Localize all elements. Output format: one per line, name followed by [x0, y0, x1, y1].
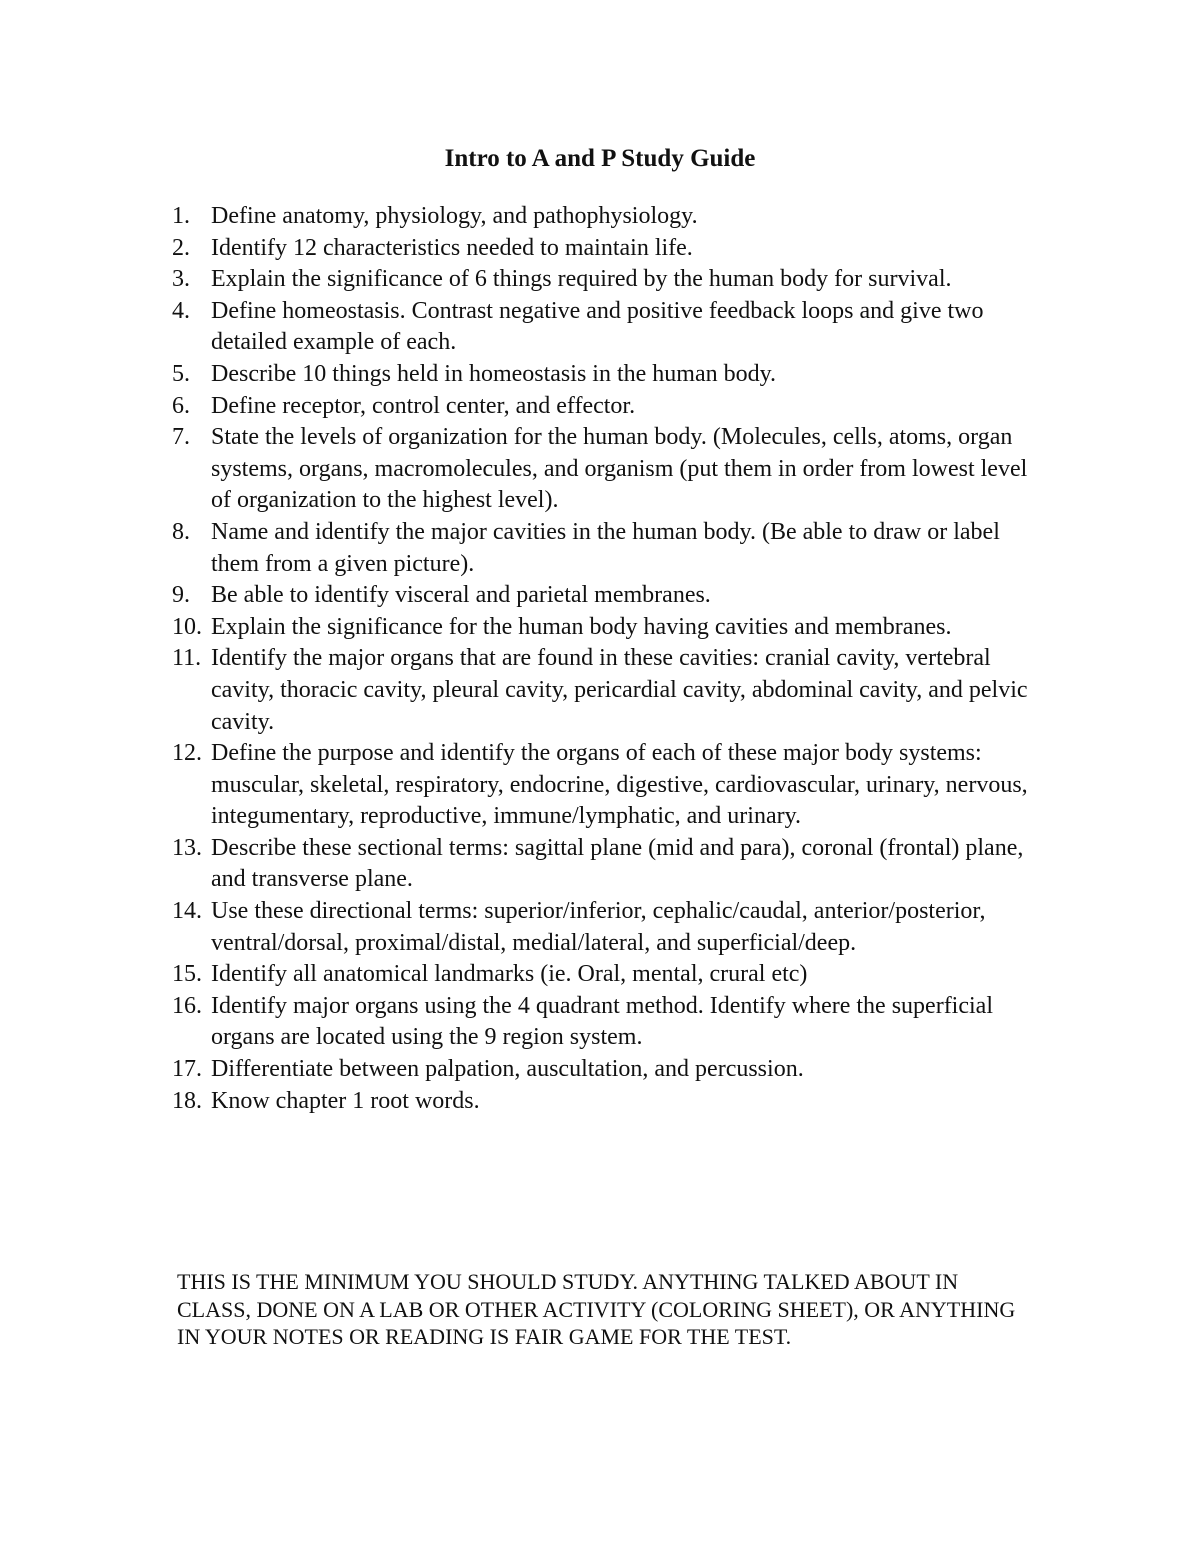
item-number: 8. [172, 518, 190, 545]
minimum-study-notice: THIS IS THE MINIMUM YOU SHOULD STUDY. ANYTHING TALKED ABOUT IN CLASS, DONE ON A LAB OR OTHER ACTIVITY (COLORING SHEET), OR ANYTHING IN YOUR NOTES OR READING IS FAIR GAME FOR THE TEST. [177, 1269, 1016, 1350]
list-item [172, 422, 1032, 517]
list-item [172, 201, 1032, 233]
item-text: Describe these sectional terms: sagittal plane (mid and para), coronal (frontal) plane, and transverse plane. [211, 834, 1024, 893]
item-number: 2. [172, 234, 190, 261]
list-item [172, 1054, 1032, 1086]
item-text: Define homeostasis. Contrast negative and positive feedback loops and give two detailed example of each. [211, 297, 984, 356]
item-number: 13. [172, 834, 202, 861]
list-item [172, 833, 1032, 896]
item-text: Explain the significance for the human body having cavities and membranes. [211, 613, 952, 640]
item-number: 11. [172, 645, 202, 672]
list-item [172, 991, 1032, 1054]
item-text: Define receptor, control center, and effector. [211, 392, 636, 419]
list-item [172, 296, 1032, 359]
item-text: Identify all anatomical landmarks (ie. Oral, mental, crural etc) [211, 961, 808, 988]
list-item [172, 643, 1032, 738]
study-guide-list [172, 201, 1032, 1117]
list-item [172, 1086, 1032, 1118]
item-text: Identify major organs using the 4 quadrant method. Identify where the superficial organs are located using the 9 region system. [211, 992, 993, 1051]
item-text: Define the purpose and identify the organs of each of these major body systems: muscular, skeletal, respiratory, endocrine, digestive, cardiovascular, urinary, nervous, integumentary, reproductive, immune/lymphatic, and urinary. [211, 740, 1028, 830]
item-number: 3. [172, 266, 190, 293]
item-number: 15. [172, 961, 202, 988]
list-item [172, 959, 1032, 991]
list-item [172, 264, 1032, 296]
item-text: Identify the major organs that are found in these cavities: cranial cavity, vertebral cavity, thoracic cavity, pleural cavity, pericardial cavity, abdominal cavity, and pelvic cavity. [211, 645, 1028, 735]
list-item [172, 391, 1032, 423]
item-number: 17. [172, 1056, 202, 1083]
list-item [172, 580, 1032, 612]
item-text: State the levels of organization for the human body. (Molecules, cells, atoms, organ systems, organs, macromolecules, and organism (put them in order from lowest level of organization to the highest level). [211, 424, 1028, 514]
item-text: Differentiate between palpation, auscultation, and percussion. [211, 1056, 804, 1083]
item-number: 18. [172, 1087, 202, 1114]
list-item [172, 896, 1032, 959]
item-number: 5. [172, 360, 190, 387]
item-number: 9. [172, 582, 190, 609]
item-number: 4. [172, 297, 190, 324]
item-number: 12. [172, 740, 202, 767]
document-title: Intro to A and P Study Guide [444, 145, 756, 172]
item-number: 14. [172, 898, 202, 925]
list-item [172, 738, 1032, 833]
item-number: 16. [172, 992, 202, 1019]
item-number: 1. [172, 203, 190, 229]
list-item [172, 359, 1032, 391]
item-text: Identify 12 characteristics needed to maintain life. [211, 234, 693, 261]
item-number: 7. [172, 424, 190, 451]
list-item [172, 233, 1032, 265]
item-text: Use these directional terms: superior/inferior, cephalic/caudal, anterior/posterior, ventral/dorsal, proximal/distal, medial/lateral, and superficial/deep. [211, 898, 986, 956]
item-text: Explain the significance of 6 things required by the human body for survival. [211, 266, 952, 293]
item-text: Define anatomy, physiology, and pathophysiology. [211, 203, 698, 229]
item-text: Be able to identify visceral and parietal membranes. [211, 582, 711, 609]
item-number: 10. [172, 613, 202, 640]
item-text: Know chapter 1 root words. [211, 1087, 480, 1114]
item-number: 6. [172, 392, 190, 419]
item-text: Name and identify the major cavities in the human body. (Be able to draw or label them from a given picture). [211, 518, 1000, 577]
item-text: Describe 10 things held in homeostasis in the human body. [211, 360, 777, 387]
list-item [172, 517, 1032, 580]
list-item [172, 612, 1032, 644]
